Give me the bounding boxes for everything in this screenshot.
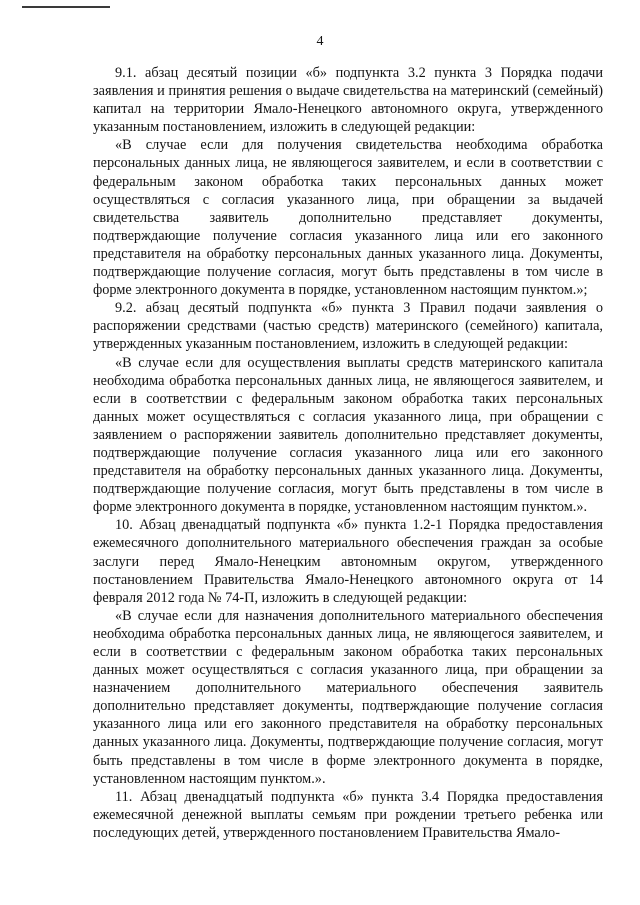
page-number: 4 xyxy=(316,34,324,49)
paragraph-10: 10. Абзац двенадцатый подпункта «б» пункта 1.2-1 Порядка предоставления ежемесячного дополнительного материального обеспечения граждан за особые заслуги перед Ямало-Ненецким автономным округом, утвержденного постановлением Правительства Ямало-Ненецкого автономного округа от 14 февраля 2012 года № 74-П, изложить в следующей редакции: xyxy=(93,517,603,606)
quote-9-1: «В случае если для получения свидетельства необходима обработка персональных данных лица, не являющегося заявителем, и если в соответствии с федеральным законом обработка таких персональных данных может осуществляться с согласия указанного лица, при обращении за выдачей свидетельства заявитель дополнительно представляет документы, подтверждающие получение согласия указанного лица или его законного представителя на обработку персональных данных указанного лица. Документы, подтверждающие получение согласия, могут быть представлены в том числе в форме электронного документа в порядке, установленном настоящим пунктом.»; xyxy=(93,137,603,299)
quote-10: «В случае если для назначения дополнительного материального обеспечения необходима обработка персональных данных лица, не являющегося заявителем, и если в соответствии с федеральным законом обработка таких персональных данных может осуществляться с согласия указанного лица, при обращении за назначением дополнительного материального обеспечения заявитель дополнительно представляет документы, подтверждающие получение согласия указанного лица или его законного представителя на обработку персональных данных указанного лица. Документы, подтверждающие получение согласия, могут быть представлены в том числе в форме электронного документа в порядке, установленном настоящим пунктом.». xyxy=(93,607,603,787)
paragraph-9-2: 9.2. абзац десятый подпункта «б» пункта 3 Правил подачи заявления о распоряжении средствами (частью средств) материнского (семейного) капитала, утвержденных указанным постановлением, изложить в следующей редакции: xyxy=(93,300,603,353)
header-rule xyxy=(22,6,110,8)
document-body xyxy=(93,64,603,842)
paragraph-9-1: 9.1. абзац десятый позиции «б» подпункта 3.2 пункта 3 Порядка подачи заявления и принятия решения о выдаче свидетельства на материнский (семейный) капитал на территории Ямало-Ненецкого автономного округа, утвержденного указанным постановлением, изложить в следующей редакции: xyxy=(93,65,603,136)
quote-9-2: «В случае если для осуществления выплаты средств материнского капитала необходима обработка персональных данных лица, не являющегося заявителем, и если в соответствии с федеральным законом обработка таких персональных данных может осуществляться с согласия указанного лица, при обращении с заявлением о распоряжении заявитель дополнительно представляет документы, подтверждающие получение согласия указанного лица или его законного представителя на обработку персональных данных указанного лица. Документы, подтверждающие получение согласия, могут быть представлены в том числе в форме электронного документа в порядке, установленном настоящим пунктом.». xyxy=(93,354,603,516)
paragraph-11: 11. Абзац двенадцатый подпункта «б» пункта 3.4 Порядка предоставления ежемесячной денежной выплаты семьям при рождении третьего ребенка или последующих детей, утвержденного постановлением Правительства Ямало- xyxy=(93,788,603,841)
